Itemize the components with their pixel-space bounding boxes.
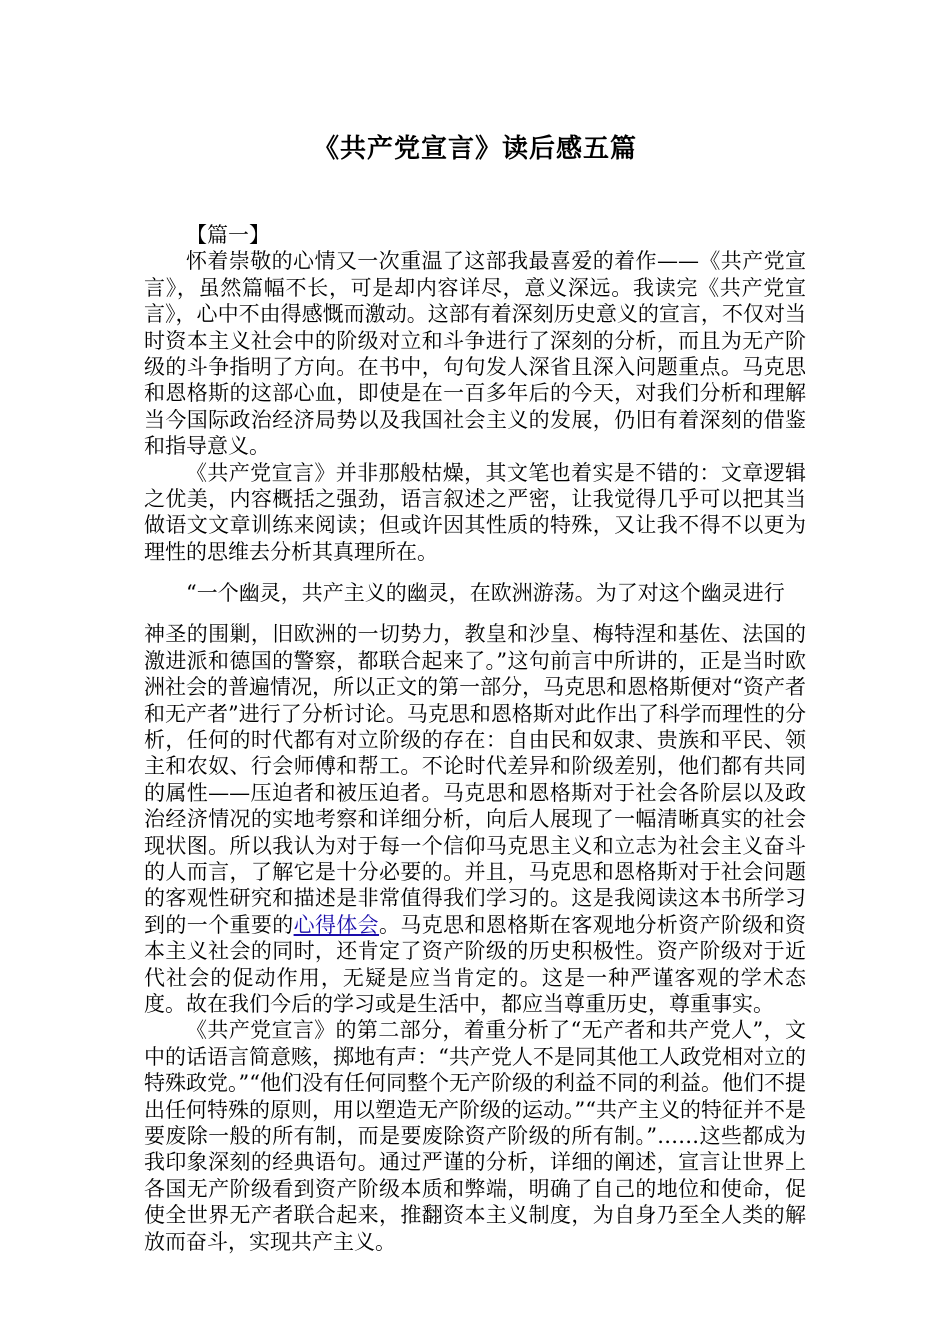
paragraph-2: 《共产党宣言》并非那般枯燥，其文笔也着实是不错的：文章逻辑之优美，内容概括之强劲，语言叙述之严密，让我觉得几乎可以把其当做语文文章训练来阅读；但或许因其性质的特殊，又让我不得不以更为理性的思维去分析其真理所在。 <box>144 460 806 564</box>
paragraph-3 <box>144 621 806 1017</box>
xinde-tihui-link[interactable]: 心得体会 <box>293 912 380 937</box>
paragraph-3-text-before-link: 神圣的围剿，旧欧洲的一切势力，教皇和沙皇、梅特涅和基佐、法国的激进派和德国的警察，都联合起来了。”这句前言中所讲的，正是当时欧洲社会的普遍情况，所以正文的第一部分，马克思和恩格斯便对“资产者和无产者”进行了分析讨论。马克思和恩格斯对此作出了科学而理性的分析，任何的时代都有对立阶级的存在：自由民和奴隶、贵族和平民、领主和农奴、行会师傅和帮工。不论时代差异和阶级差别，他们都有共同的属性——压迫者和被压迫者。马克思和恩格斯对于社会各阶层以及政治经济情况的实地考察和详细分析，向后人展现了一幅清晰真实的社会现状图。所以我认为对于每一个信仰马克思主义和立志为社会主义奋斗的人而言，了解它是十分必要的。并且，马克思和恩格斯对于社会问题的客观性研究和描述是非常值得我们学习的。这是我阅读这本书所学习到的一个重要的 <box>144 622 806 937</box>
section-label: 【篇一】 <box>186 223 270 247</box>
document-body <box>144 222 806 1255</box>
paragraph-3-first-line: “一个幽灵，共产主义的幽灵，在欧洲游荡。为了对这个幽灵进行 <box>186 581 785 606</box>
document-title: 《共产党宣言》读后感五篇 <box>312 134 637 164</box>
paragraph-1: 怀着崇敬的心情又一次重温了这部我最喜爱的着作——《共产党宣言》，虽然篇幅不长，可是却内容详尽，意义深远。我读完《共产党宣言》，心中不由得感慨而激动。这部有着深刻历史意义的宣言，不仅对当时资本主义社会中的阶级对立和斗争进行了深刻的分析，而且为无产阶级的斗争指明了方向。在书中，句句发人深省且深入问题重点。马克思和恩格斯的这部心血，即使是在一百多年后的今天，对我们分析和理解当今国际政治经济局势以及我国社会主义的发展，仍旧有着深刻的借鉴和指导意义。 <box>144 249 806 459</box>
paragraph-4: 《共产党宣言》的第二部分，着重分析了“无产者和共产党人”，文中的话语言简意赅，掷地有声：“共产党人不是同其他工人政党相对立的特殊政党。”“他们没有任何同整个无产阶级的利益不同的利益。他们不提出任何特殊的原则，用以塑造无产阶级的运动。”“共产主义的特征并不是要废除一般的所有制，而是要废除资产阶级的所有制。”……这些都成为我印象深刻的经典语句。通过严谨的分析，详细的阐述，宣言让世界上各国无产阶级看到资产阶级本质和弊端，明确了自己的地位和使命，促使全世界无产者联合起来，推翻资本主义制度，为自身乃至全人类的解放而奋斗，实现共产主义。 <box>144 1018 806 1254</box>
paragraph-3-text-after-link: 。马克思和恩格斯在客观地分析资产阶级和资本主义社会的同时，还肯定了资产阶级的历史积极性。资产阶级对于近代社会的促动作用，无疑是应当肯定的。这是一种严谨客观的学术态度。故在我们今后的学习或是生活中，都应当尊重历史，尊重事实。 <box>144 912 807 1016</box>
